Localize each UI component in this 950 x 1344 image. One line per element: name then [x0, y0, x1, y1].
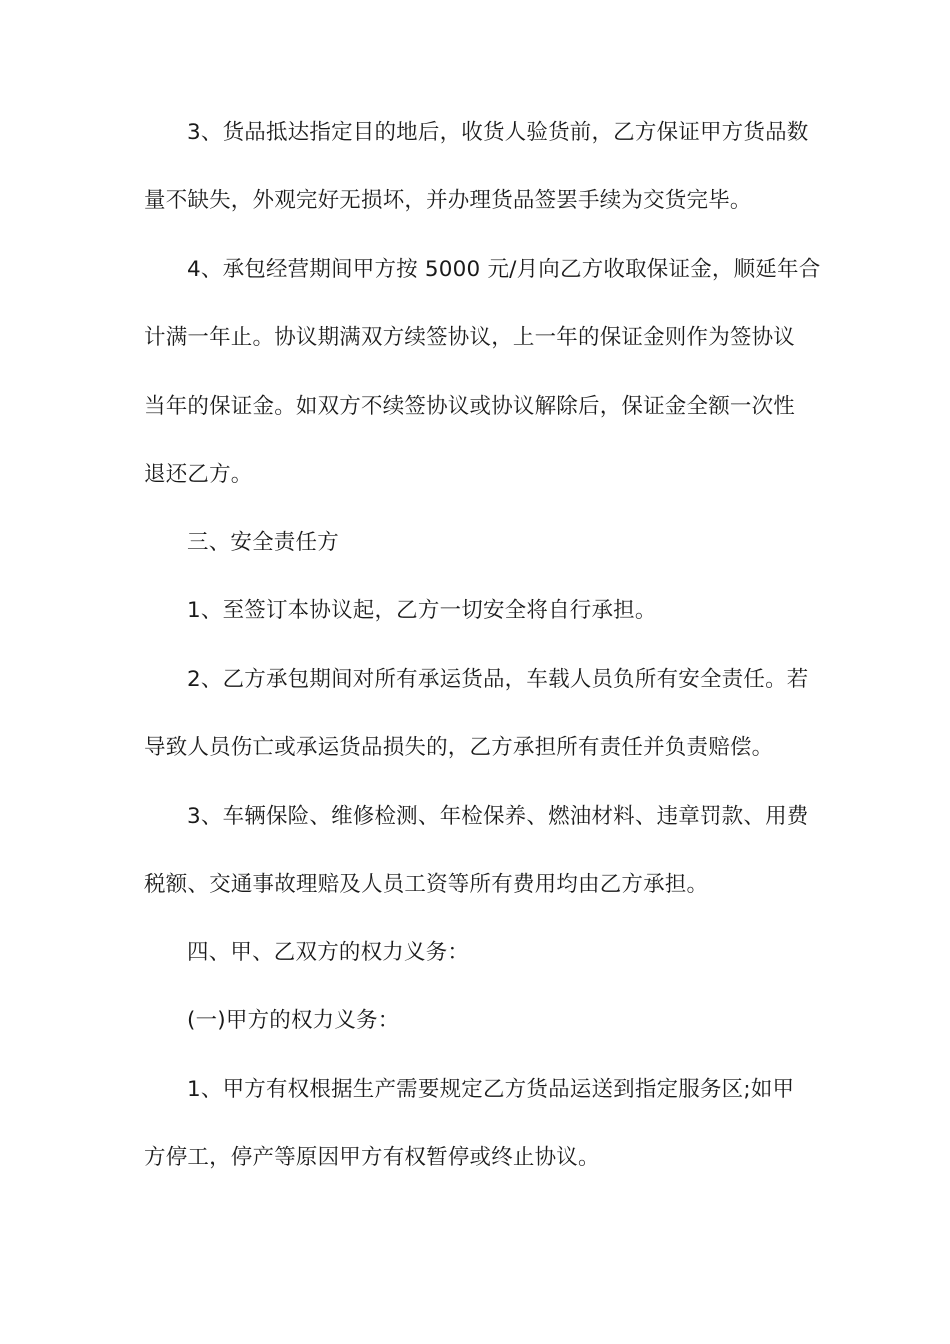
- paragraph-3-line-2: 量不缺失，外观完好无损坏，并办理货品签罢手续为交货完毕。: [144, 188, 752, 213]
- paragraph-4-line-1: 4、承包经营期间甲方按 5000 元/月向乙方收取保证金，顺延年合: [187, 257, 821, 282]
- paragraph-4-line-4: 退还乙方。: [144, 462, 253, 487]
- party-a-item-1-line-1: 1、甲方有权根据生产需要规定乙方货品运送到指定服务区;如甲: [187, 1077, 795, 1102]
- party-a-item-1-line-2: 方停工，停产等原因甲方有权暂停或终止协议。: [144, 1145, 600, 1170]
- safety-item-3-line-1: 3、车辆保险、维修检测、年检保养、燃油材料、违章罚款、用费: [187, 804, 809, 829]
- paragraph-3-line-1: 3、货品抵达指定目的地后，收货人验货前，乙方保证甲方货品数: [187, 120, 809, 145]
- safety-item-2-line-2: 导致人员伤亡或承运货品损失的，乙方承担所有责任并负责赔偿。: [144, 735, 774, 760]
- paragraph-4-line-2: 计满一年止。协议期满双方续签协议，上一年的保证金则作为签协议: [144, 325, 796, 350]
- section-heading-rights: 四、甲、乙双方的权力义务：: [187, 940, 470, 965]
- safety-item-2-line-1: 2、乙方承包期间对所有承运货品，车载人员负所有安全责任。若: [187, 667, 809, 692]
- paragraph-4-line-3: 当年的保证金。如双方不续签协议或协议解除后，保证金全额一次性: [144, 394, 796, 419]
- section-heading-safety: 三、安全责任方: [187, 530, 339, 555]
- safety-item-3-line-2: 税额、交通事故理赔及人员工资等所有费用均由乙方承担。: [144, 872, 709, 897]
- safety-item-1: 1、至签订本协议起，乙方一切安全将自行承担。: [187, 598, 657, 623]
- subsection-heading-party-a: (一)甲方的权力义务：: [187, 1008, 400, 1033]
